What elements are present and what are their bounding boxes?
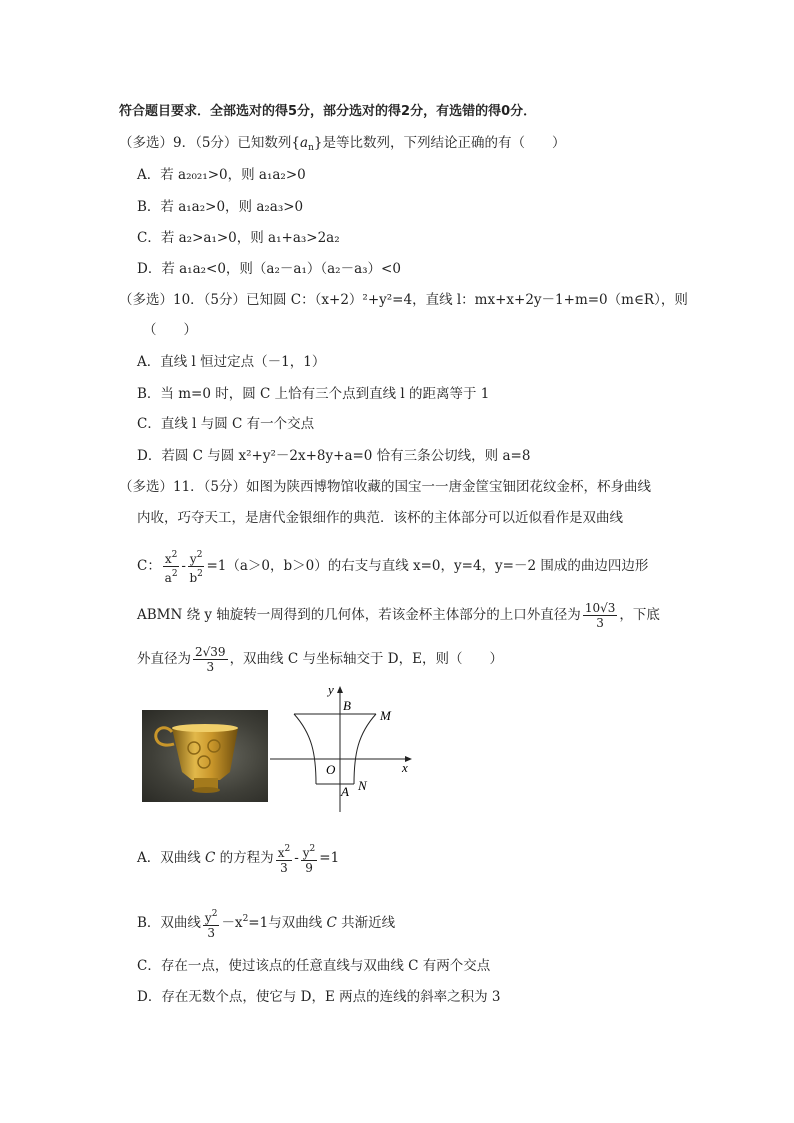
q10-option-a: A．直线 l 恒过定点（－1，1） xyxy=(137,354,326,370)
label-m: M xyxy=(380,708,391,723)
q11-option-b: B．双曲线 $\frac{y^2}{3}$ $-x^2=1$与双曲线 C 共渐近线 xyxy=(137,909,396,940)
label-b: B xyxy=(343,698,351,713)
q11-line-2: 内收，巧夺天工，是唐代金银细作的典范．该杯的主体部分可以近似看作是双曲线 xyxy=(137,510,623,526)
q11-option-c: C．存在一点，使过该点的任意直线与双曲线 C 有两个交点 xyxy=(137,958,491,974)
q9-option-b: B．若 a₁a₂>0，则 a₂a₃>0 xyxy=(137,199,304,215)
label-a: A xyxy=(341,784,349,799)
q10-option-b: B．当 m=0 时，圆 C 上恰有三个点到直线 l 的距离等于 1 xyxy=(137,386,490,402)
gold-cup-photo xyxy=(142,710,268,802)
q11-option-d: D．存在无数个点，使它与 D，E 两点的连线的斜率之积为 3 xyxy=(137,989,501,1005)
label-n: N xyxy=(358,778,367,793)
q11-line-1: （多选）11．（5分）如图为陕西博物馆收藏的国宝一一唐金筐宝钿团花纹金杯，杯身曲线 xyxy=(119,479,652,495)
q9-stem: （多选）9．（5分）已知数列$\{a_n\}$是等比数列，下列结论正确的有（ ） xyxy=(119,135,566,153)
q11-line-5: 外直径为 $\frac{2√39}{3}$ ，双曲线 C 与坐标轴交于 D，E，则（ ） xyxy=(137,645,503,674)
q11-option-a: A．双曲线 C 的方程为 $\frac{x^2}{3}$ - $\frac{y^2}{9}$ =1 xyxy=(137,844,340,875)
label-o: O xyxy=(326,762,336,777)
q10-paren: （ ） xyxy=(143,322,197,338)
q11-line-3: C： $\frac{x^2}{a^2}$ - $\frac{y^2}{b^2}$ =1（a＞0，b＞0）的右支与直线 x=0，y=4，y=－2 围成的曲边四边形 xyxy=(137,550,649,585)
q10-stem: （多选）10．（5分）已知圆 C：（x+2）²+y²=4，直线 l：mx+x+2y－1+m=0（m∈R），则 xyxy=(119,292,688,308)
q11-line-4: ABMN 绕 y 轴旋转一周得到的几何体，若该金杯主体部分的上口外直径为 $\frac{10√3}{3}$ ，下底 xyxy=(137,601,660,630)
q10-option-c: C．直线 l 与圆 C 有一个交点 xyxy=(137,416,315,432)
y-axis-arrow-icon xyxy=(337,686,343,693)
q9-option-a: A．若 a₂₀₂₁>0，则 a₁a₂>0 xyxy=(137,167,306,183)
q9-option-d: D．若 a₁a₂<0，则（a₂－a₁）（a₂－a₃）<0 xyxy=(137,261,401,277)
instructions: 符合题目要求．全部选对的得5分，部分选对的得2分，有选错的得0分． xyxy=(119,104,537,119)
label-x: x xyxy=(402,760,408,775)
label-y: y xyxy=(328,684,334,697)
hyperbola-figure xyxy=(268,684,418,818)
q9-option-c: C．若 a₂>a₁>0，则 a₁+a₃>2a₂ xyxy=(137,230,340,246)
q10-option-d: D．若圆 C 与圆 x²+y²－2x+8y+a=0 恰有三条公切线，则 a=8 xyxy=(137,448,531,464)
